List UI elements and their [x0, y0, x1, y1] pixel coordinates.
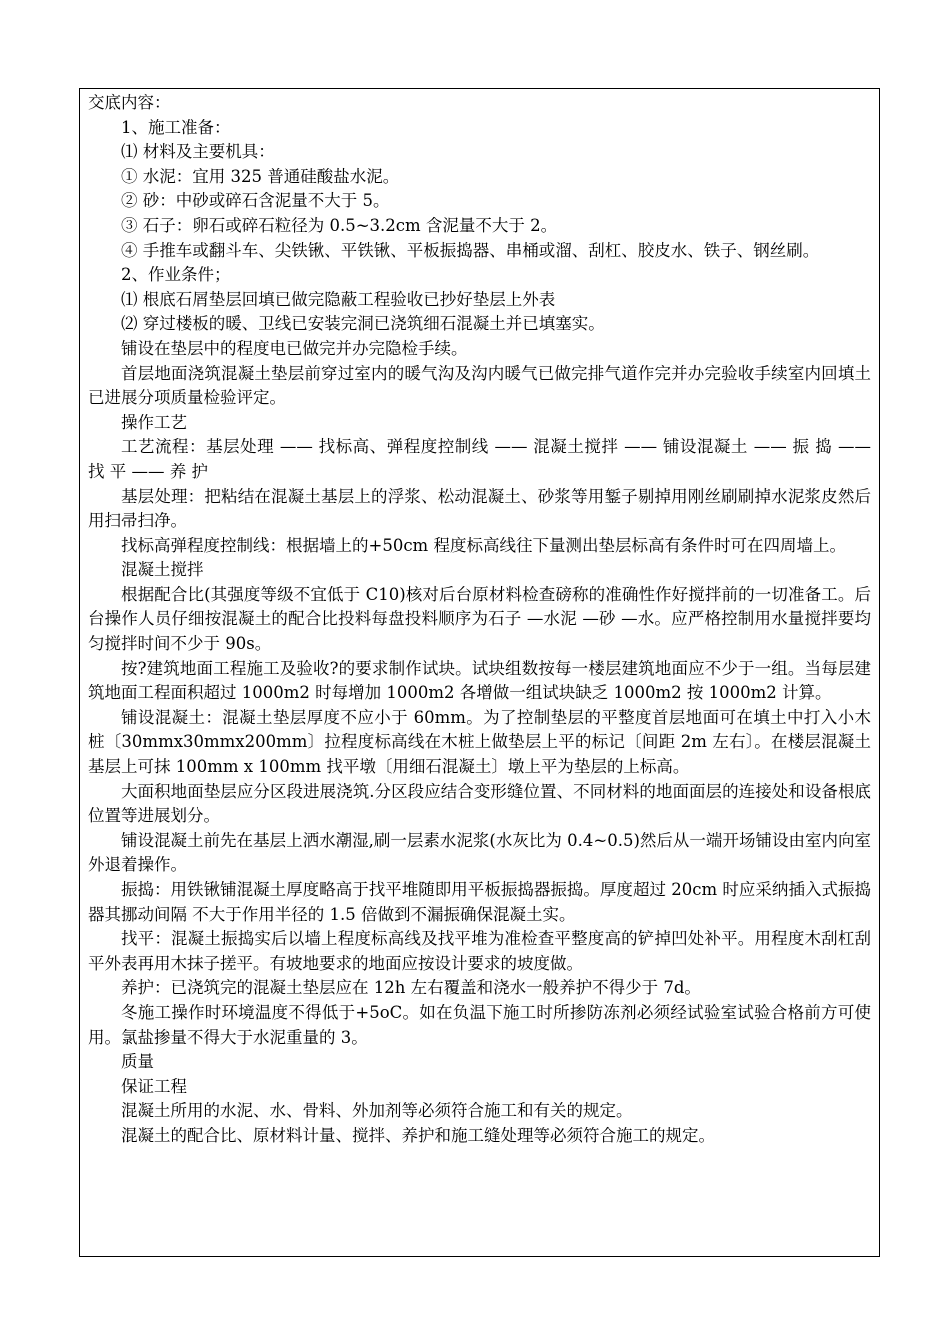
- document-body: [80, 89, 879, 1149]
- paragraph-mixing: 根据配合比(其强度等级不宜低于 C10)核对后台原材料检查磅称的准确性作好搅拌前的一切准备工。后台操作人员仔细按混凝土的配合比投料每盘投料顺序为石子 —水泥 —砂 —水。应严格控制用水量搅拌要均匀搅拌时间不少于 90s。: [88, 584, 871, 654]
- paragraph-curing: 养护：已浇筑完的混凝土垫层应在 12h 左右覆盖和浇水一般养护不得少于 7d。: [121, 978, 701, 998]
- paragraph-sections: 大面积地面垫层应分区段进展浇筑.分区段应结合变形缝位置、不同材料的地面面层的连接处和设备根底位置等进展划分。: [88, 781, 871, 826]
- paragraph-winter: 冬施工操作时环境温度不得低于+5oC。如在负温下施工时所掺防冻剂必须经试验室试验合格前方可使用。氯盐掺量不得大于水泥重量的 3。: [88, 1002, 871, 1047]
- paragraph-cement: ① 水泥：宜用 325 普通硅酸盐水泥。: [121, 166, 400, 186]
- paragraph-guarantee-title: 保证工程: [121, 1076, 187, 1096]
- paragraph-process-flow: 工艺流程：基层处理 —— 找标高、弹程度控制线 —— 混凝土搅拌 —— 铺设混凝土 —— 振 捣 —— 找 平 —— 养 护: [88, 437, 871, 481]
- paragraph-stone: ③ 石子：卵石或碎石粒径为 0.5~3.2cm 含泥量不大于 2。: [121, 215, 558, 235]
- paragraph-quality-title: 质量: [121, 1052, 154, 1072]
- paragraph-guarantee-2: 混凝土的配合比、原材料计量、搅拌、养护和施工缝处理等必须符合施工的规定。: [121, 1125, 715, 1145]
- paragraph-condition-1: ⑴ 根底石屑垫层回填已做完隐蔽工程验收已抄好垫层上外表: [121, 289, 556, 309]
- paragraph-base-treatment: 基层处理：把粘结在混凝土基层上的浮浆、松动混凝土、砂浆等用錾子剔掉用刚丝刷刷掉水泥浆皮然后用扫帚扫净。: [88, 486, 871, 531]
- paragraph-conditions-title: 2、作业条件；: [121, 265, 231, 285]
- paragraph-condition-4: 首层地面浇筑混凝土垫层前穿过室内的暖气沟及沟内暖气已做完排气道作完并办完验收手续室内回填土已进展分项质量检验评定。: [88, 363, 871, 408]
- paragraph-process-title: 操作工艺: [121, 412, 187, 432]
- paragraph-tools: ④ 手推车或翻斗车、尖铁锹、平铁锹、平板振捣器、串桶或溜、刮杠、胶皮水、铁子、钢丝刷。: [121, 240, 820, 260]
- paragraph-condition-2: ⑵ 穿过楼板的暖、卫线已安装完洞已浇筑细石混凝土并已填塞实。: [121, 314, 605, 334]
- paragraph-prep-title: 1、施工准备：: [121, 117, 231, 137]
- paragraph-pre-laying: 铺设混凝土前先在基层上洒水潮湿,刷一层素水泥浆(水灰比为 0.4~0.5)然后从一端开场铺设由室内向室外退着操作。: [88, 830, 871, 875]
- paragraph-guarantee-1: 混凝土所用的水泥、水、骨料、外加剂等必须符合施工和有关的规定。: [121, 1101, 633, 1121]
- document-frame: [79, 88, 880, 1257]
- paragraph-laying: 铺设混凝土：混凝土垫层厚度不应小于 60mm。为了控制垫层的平整度首层地面可在填土中打入小木桩〔30mmx30mmx200mm〕拉程度标高线在木桩上做垫层上平的标记〔间距 2m 左右〕。在楼层混凝土基层上可抹 100mm x 100mm 找平墩〔用细石混凝土〕墩上平为垫层的上标高。: [88, 707, 871, 777]
- paragraph-level-lines: 找标高弹程度控制线：根据墙上的+50cm 程度标高线往下量测出垫层标高有条件时可在四周墙上。: [121, 535, 846, 555]
- paragraph-sand: ② 砂：中砂或碎石含泥量不大于 5。: [121, 191, 390, 211]
- section-heading: 交底内容：: [88, 93, 171, 112]
- paragraph-test-blocks: 按?建筑地面工程施工及验收?的要求制作试块。试块组数按每一楼层建筑地面应不少于一组。当每层建筑地面工程面积超过 1000m2 时每增加 1000m2 各增做一组试块缺乏 1000m2 按 1000m2 计算。: [88, 658, 871, 703]
- paragraph-vibrating: 振捣：用铁锹铺混凝土厚度略高于找平堆随即用平板振捣器振捣。厚度超过 20cm 时应采纳插入式振捣器其挪动间隔 不大于作用半径的 1.5 倍做到不漏振确保混凝土实。: [88, 880, 871, 924]
- paragraph-condition-3: 铺设在垫层中的程度电已做完并办完隐检手续。: [121, 338, 468, 358]
- paragraph-materials-title: ⑴ 材料及主要机具：: [121, 142, 275, 162]
- paragraph-mixing-title: 混凝土搅拌: [121, 560, 204, 580]
- paragraph-leveling: 找平：混凝土振捣实后以墙上程度标高线及找平堆为准检查平整度高的铲掉凹处补平。用程度木刮杠刮平外表再用木抹子搓平。有坡地要求的地面应按设计要求的坡度做。: [88, 929, 871, 973]
